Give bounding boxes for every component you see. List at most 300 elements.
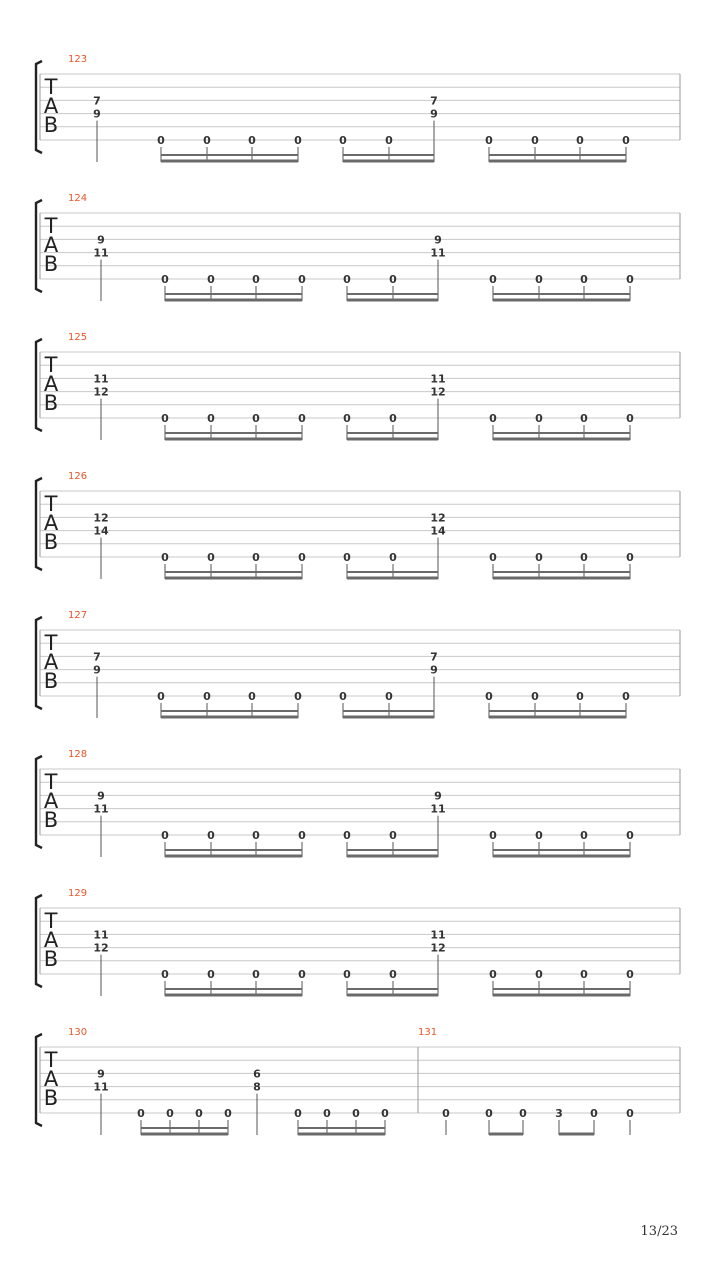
fret-number: 0 — [207, 829, 215, 842]
system-bracket — [36, 339, 42, 431]
tab-clef-letter: T — [44, 353, 58, 377]
note-event — [381, 1107, 389, 1135]
fret-number: 0 — [381, 1107, 389, 1120]
note-event — [161, 551, 169, 579]
note-event — [343, 968, 351, 996]
tab-clef-letter: B — [43, 1086, 59, 1110]
fret-number: 0 — [137, 1107, 145, 1120]
measure-number: 127 — [68, 610, 88, 621]
note-event — [294, 134, 302, 162]
fret-number: 0 — [489, 829, 497, 842]
beam — [161, 154, 298, 156]
fret-number: 0 — [385, 134, 393, 147]
tab-clef-letter: T — [44, 492, 58, 516]
fret-number: 0 — [535, 829, 543, 842]
note-event — [430, 650, 438, 718]
note-event — [298, 968, 306, 996]
note-event — [485, 134, 493, 162]
fret-number: 0 — [389, 273, 397, 286]
note-event — [622, 690, 630, 718]
note-event — [535, 412, 543, 440]
fret-number: 0 — [343, 412, 351, 425]
beam — [347, 577, 438, 580]
note-event — [580, 412, 588, 440]
note-event — [535, 273, 543, 301]
fret-number: 3 — [555, 1107, 563, 1120]
fret-number: 0 — [161, 551, 169, 564]
fret-number: 9 — [97, 233, 105, 247]
note-event — [252, 551, 260, 579]
fret-number: 0 — [207, 412, 215, 425]
beam — [493, 293, 630, 295]
beam — [347, 855, 438, 858]
fret-number: 0 — [389, 829, 397, 842]
note-event — [93, 928, 108, 996]
fret-number: 0 — [580, 968, 588, 981]
fret-number: 0 — [535, 412, 543, 425]
measure — [68, 610, 630, 719]
beam — [165, 994, 302, 997]
system-bracket — [36, 895, 42, 987]
tab-clef-letter: A — [43, 928, 59, 952]
measure-number: 123 — [68, 54, 88, 65]
fret-number: 14 — [93, 524, 109, 538]
note-event — [93, 511, 109, 579]
measure — [68, 54, 630, 163]
beam — [165, 988, 302, 990]
fret-number: 0 — [580, 551, 588, 564]
beam — [343, 716, 434, 719]
fret-number: 0 — [485, 1107, 493, 1120]
beam — [165, 855, 302, 858]
fret-number: 0 — [157, 690, 165, 703]
fret-number: 0 — [626, 829, 634, 842]
fret-number: 11 — [430, 372, 446, 386]
measure-number: 130 — [68, 1027, 88, 1038]
beam — [489, 1133, 523, 1136]
beam — [347, 293, 438, 295]
beam — [493, 432, 630, 434]
fret-number: 0 — [203, 134, 211, 147]
note-event — [430, 511, 446, 579]
note-event — [343, 829, 351, 857]
note-event — [248, 690, 256, 718]
fret-number: 0 — [626, 412, 634, 425]
beam — [347, 571, 438, 573]
note-event — [626, 412, 634, 440]
fret-number: 0 — [248, 134, 256, 147]
page-number: 13/23 — [640, 1224, 678, 1239]
note-event — [576, 690, 584, 718]
fret-number: 0 — [535, 551, 543, 564]
note-event — [157, 134, 165, 162]
note-event — [93, 789, 108, 857]
fret-number: 9 — [93, 107, 101, 121]
note-event — [161, 412, 169, 440]
note-event — [385, 134, 393, 162]
note-event — [430, 928, 445, 996]
fret-number: 0 — [294, 134, 302, 147]
fret-number: 0 — [622, 690, 630, 703]
note-event — [352, 1107, 360, 1135]
measure — [68, 749, 634, 858]
note-event — [626, 551, 634, 579]
measure-number: 126 — [68, 471, 88, 482]
tab-clef-letter: A — [43, 1067, 59, 1091]
fret-number: 0 — [252, 412, 260, 425]
fret-number: 7 — [93, 94, 101, 108]
beam — [165, 438, 302, 441]
note-event — [489, 412, 497, 440]
tab-clef-letter: T — [44, 214, 58, 238]
fret-number: 0 — [252, 968, 260, 981]
fret-number: 9 — [430, 663, 438, 677]
measure-number: 129 — [68, 888, 88, 899]
fret-number: 0 — [203, 690, 211, 703]
fret-number: 0 — [626, 551, 634, 564]
fret-number: 0 — [248, 690, 256, 703]
fret-number: 12 — [93, 385, 109, 399]
tab-clef-letter: B — [43, 947, 59, 971]
tab-clef-letter: T — [44, 75, 58, 99]
note-event — [580, 551, 588, 579]
beam — [559, 1133, 594, 1136]
fret-number: 0 — [294, 690, 302, 703]
system-bracket — [36, 200, 42, 292]
beam — [165, 849, 302, 851]
beam — [347, 438, 438, 441]
tab-clef-letter: T — [44, 909, 58, 933]
beam — [343, 160, 434, 163]
fret-number: 0 — [531, 690, 539, 703]
beam — [161, 710, 298, 712]
fret-number: 9 — [97, 789, 105, 803]
beam — [493, 994, 630, 997]
note-event — [207, 551, 215, 579]
fret-number: 11 — [430, 928, 446, 942]
beam — [493, 577, 630, 580]
fret-number: 0 — [626, 273, 634, 286]
fret-number: 0 — [576, 690, 584, 703]
fret-number: 0 — [626, 968, 634, 981]
measure — [418, 1027, 634, 1136]
fret-number: 9 — [434, 233, 442, 247]
note-event — [489, 968, 497, 996]
fret-number: 0 — [580, 273, 588, 286]
note-event — [93, 650, 101, 718]
tab-clef-letter: B — [43, 808, 59, 832]
beam — [493, 438, 630, 441]
beam — [493, 988, 630, 990]
note-event — [580, 829, 588, 857]
note-event — [430, 789, 445, 857]
fret-number: 7 — [430, 650, 438, 664]
fret-number: 0 — [298, 968, 306, 981]
fret-number: 11 — [93, 928, 109, 942]
beam — [489, 154, 626, 156]
fret-number: 6 — [253, 1067, 261, 1081]
note-event — [207, 273, 215, 301]
fret-number: 0 — [485, 134, 493, 147]
fret-number: 0 — [590, 1107, 598, 1120]
fret-number: 0 — [489, 551, 497, 564]
system-bracket — [36, 617, 42, 709]
beam — [347, 299, 438, 302]
note-event — [535, 829, 543, 857]
beam — [343, 154, 434, 156]
note-event — [93, 372, 108, 440]
fret-number: 12 — [93, 941, 109, 955]
note-event — [626, 968, 634, 996]
fret-number: 0 — [252, 273, 260, 286]
beam — [165, 432, 302, 434]
measure — [68, 471, 634, 580]
fret-number: 0 — [161, 273, 169, 286]
note-event — [248, 134, 256, 162]
tab-clef-letter: A — [43, 233, 59, 257]
beam — [343, 710, 434, 712]
tab-clef-letter: T — [44, 631, 58, 655]
fret-number: 11 — [93, 1080, 109, 1094]
beam — [347, 849, 438, 851]
note-event — [626, 273, 634, 301]
note-event — [323, 1107, 331, 1135]
beam — [165, 299, 302, 302]
note-event — [389, 273, 397, 301]
fret-number: 0 — [252, 551, 260, 564]
note-event — [207, 412, 215, 440]
fret-number: 0 — [385, 690, 393, 703]
note-event — [203, 134, 211, 162]
tab-clef-letter: B — [43, 252, 59, 276]
system-bracket — [36, 1034, 42, 1126]
beam — [165, 293, 302, 295]
note-event — [531, 134, 539, 162]
note-event — [531, 690, 539, 718]
fret-number: 0 — [298, 551, 306, 564]
fret-number: 0 — [489, 968, 497, 981]
tab-clef-letter: A — [43, 372, 59, 396]
note-event — [294, 690, 302, 718]
fret-number: 0 — [343, 551, 351, 564]
fret-number: 0 — [531, 134, 539, 147]
fret-number: 0 — [442, 1107, 450, 1120]
beam — [347, 988, 438, 990]
note-event — [389, 551, 397, 579]
note-event — [580, 273, 588, 301]
note-event — [626, 829, 634, 857]
note-event — [195, 1107, 203, 1135]
note-event — [166, 1107, 174, 1135]
note-event — [161, 829, 169, 857]
beam — [493, 849, 630, 851]
fret-number: 9 — [430, 107, 438, 121]
beam — [493, 855, 630, 858]
beam — [165, 571, 302, 573]
measure-number: 125 — [68, 332, 88, 343]
note-event — [580, 968, 588, 996]
fret-number: 0 — [161, 968, 169, 981]
note-event — [535, 968, 543, 996]
tab-clef-letter: A — [43, 650, 59, 674]
note-event — [161, 968, 169, 996]
measure — [68, 332, 634, 441]
fret-number: 0 — [626, 1107, 634, 1120]
fret-number: 0 — [161, 829, 169, 842]
note-event — [93, 233, 108, 301]
system-bracket — [36, 61, 42, 153]
fret-number: 0 — [166, 1107, 174, 1120]
fret-number: 0 — [339, 690, 347, 703]
note-event — [207, 968, 215, 996]
fret-number: 0 — [489, 273, 497, 286]
fret-number: 0 — [323, 1107, 331, 1120]
note-event — [252, 412, 260, 440]
fret-number: 11 — [93, 246, 109, 260]
fret-number: 0 — [489, 412, 497, 425]
tab-clef-letter: T — [44, 770, 58, 794]
note-event — [489, 829, 497, 857]
measure — [68, 888, 634, 997]
note-event — [430, 94, 438, 162]
note-event — [252, 273, 260, 301]
fret-number: 12 — [93, 511, 109, 525]
fret-number: 12 — [430, 941, 446, 955]
tab-clef-letter: B — [43, 669, 59, 693]
note-event — [207, 829, 215, 857]
beam — [347, 432, 438, 434]
fret-number: 0 — [535, 273, 543, 286]
tab-clef-letter: A — [43, 94, 59, 118]
fret-number: 11 — [93, 802, 109, 816]
note-event — [389, 968, 397, 996]
tab-clef-letter: B — [43, 391, 59, 415]
note-event — [253, 1067, 261, 1135]
fret-number: 0 — [343, 829, 351, 842]
beam — [489, 716, 626, 719]
note-event — [252, 829, 260, 857]
note-event — [298, 829, 306, 857]
note-event — [298, 412, 306, 440]
note-event — [294, 1107, 302, 1135]
fret-number: 7 — [430, 94, 438, 108]
beam — [161, 716, 298, 719]
note-event — [485, 690, 493, 718]
note-event — [343, 273, 351, 301]
measure — [68, 1027, 389, 1136]
fret-number: 0 — [298, 412, 306, 425]
note-event — [343, 412, 351, 440]
system-bracket — [36, 478, 42, 570]
beam — [161, 160, 298, 163]
fret-number: 0 — [207, 551, 215, 564]
note-event — [389, 829, 397, 857]
note-event — [343, 551, 351, 579]
beam — [298, 1133, 385, 1136]
fret-number: 0 — [352, 1107, 360, 1120]
beam — [493, 571, 630, 573]
fret-number: 0 — [339, 134, 347, 147]
note-event — [339, 134, 347, 162]
fret-number: 0 — [298, 273, 306, 286]
fret-number: 0 — [485, 690, 493, 703]
fret-number: 7 — [93, 650, 101, 664]
note-event — [137, 1107, 145, 1135]
note-event — [389, 412, 397, 440]
beam — [493, 299, 630, 302]
note-event — [385, 690, 393, 718]
fret-number: 9 — [97, 1067, 105, 1081]
note-event — [535, 551, 543, 579]
beam — [165, 577, 302, 580]
fret-number: 12 — [430, 511, 446, 525]
fret-number: 11 — [93, 372, 109, 386]
fret-number: 0 — [389, 551, 397, 564]
tab-clef-letter: A — [43, 511, 59, 535]
system-bracket — [36, 756, 42, 848]
note-event — [489, 551, 497, 579]
fret-number: 14 — [430, 524, 446, 538]
tab-clef-letter: B — [43, 530, 59, 554]
note-event — [430, 233, 445, 301]
fret-number: 0 — [580, 829, 588, 842]
note-event — [430, 372, 445, 440]
fret-number: 9 — [93, 663, 101, 677]
fret-number: 0 — [622, 134, 630, 147]
fret-number: 0 — [519, 1107, 527, 1120]
note-event — [224, 1107, 232, 1135]
fret-number: 0 — [195, 1107, 203, 1120]
beam — [489, 160, 626, 163]
fret-number: 0 — [161, 412, 169, 425]
fret-number: 0 — [294, 1107, 302, 1120]
fret-number: 0 — [389, 412, 397, 425]
note-event — [489, 273, 497, 301]
beam — [347, 994, 438, 997]
fret-number: 11 — [430, 802, 446, 816]
note-event — [622, 134, 630, 162]
fret-number: 0 — [207, 273, 215, 286]
measure — [68, 193, 634, 302]
measure-number: 128 — [68, 749, 88, 760]
note-event — [298, 551, 306, 579]
fret-number: 11 — [430, 246, 446, 260]
beam — [489, 710, 626, 712]
beam — [298, 1127, 385, 1129]
tab-clef-letter: T — [44, 1048, 58, 1072]
measure-number: 124 — [68, 193, 88, 204]
note-event — [252, 968, 260, 996]
fret-number: 0 — [298, 829, 306, 842]
fret-number: 0 — [389, 968, 397, 981]
fret-number: 9 — [434, 789, 442, 803]
fret-number: 0 — [252, 829, 260, 842]
note-event — [298, 273, 306, 301]
beam — [141, 1133, 228, 1136]
fret-number: 0 — [535, 968, 543, 981]
fret-number: 0 — [224, 1107, 232, 1120]
note-event — [93, 1067, 108, 1135]
beam — [141, 1127, 228, 1129]
note-event — [339, 690, 347, 718]
note-event — [203, 690, 211, 718]
note-event — [161, 273, 169, 301]
fret-number: 0 — [580, 412, 588, 425]
fret-number: 0 — [207, 968, 215, 981]
fret-number: 0 — [343, 968, 351, 981]
tab-clef-letter: B — [43, 113, 59, 137]
note-event — [576, 134, 584, 162]
